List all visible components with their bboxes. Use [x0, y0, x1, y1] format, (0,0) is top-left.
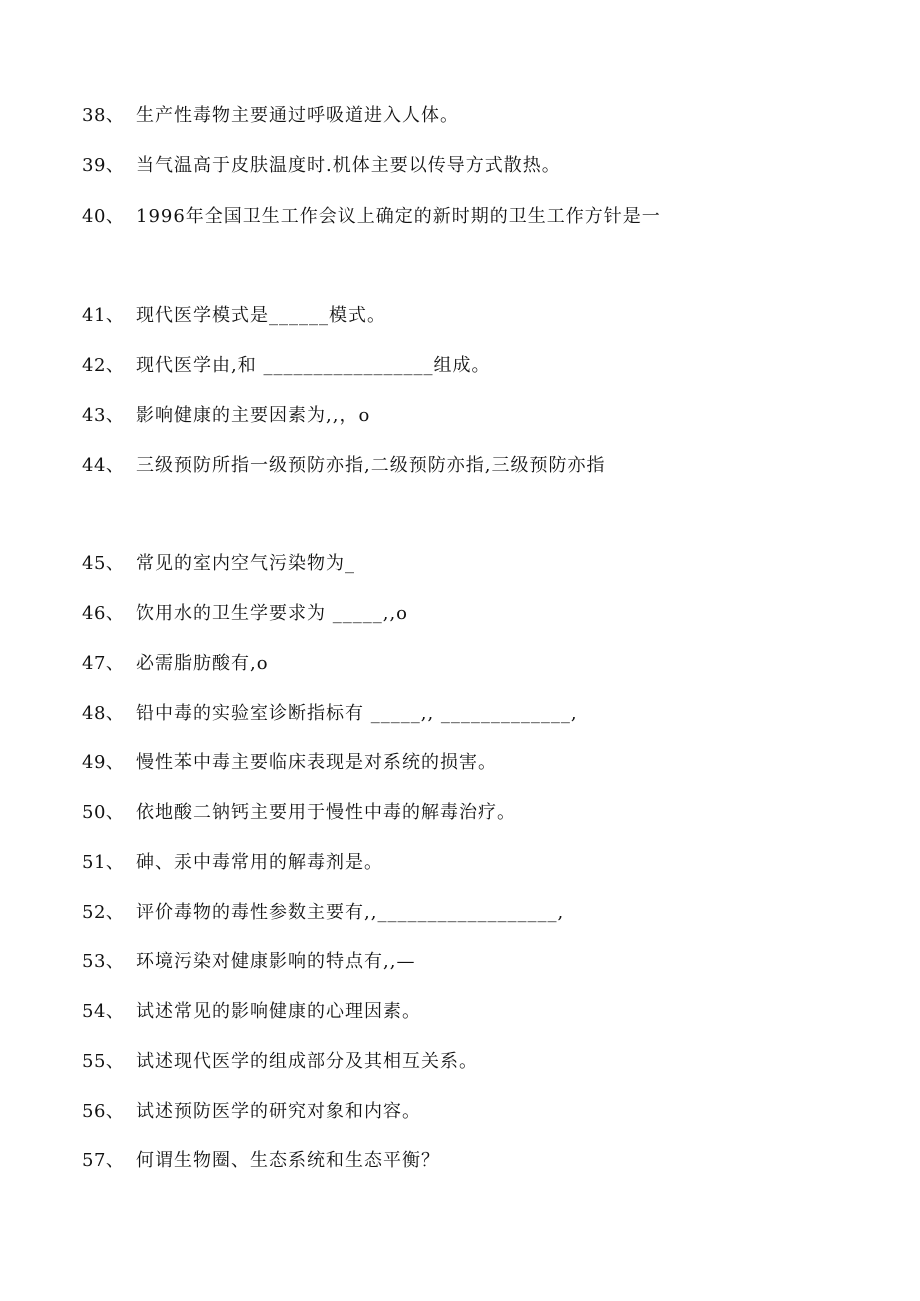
question-47: [0, 647, 920, 681]
question-49: [0, 746, 920, 780]
question-number: 44、: [82, 455, 125, 476]
question-55: [0, 1045, 920, 1079]
question-text: 现代医学由,和 _________________组成。: [136, 355, 491, 376]
question-number: 55、: [82, 1051, 125, 1072]
question-number: 48、: [82, 703, 125, 724]
question-44: [0, 449, 920, 483]
question-56: [0, 1095, 920, 1129]
question-41: [0, 299, 920, 333]
question-text: 试述预防医学的研究对象和内容。: [136, 1101, 421, 1122]
question-number: 46、: [82, 603, 125, 624]
question-46: [0, 597, 920, 631]
question-48: [0, 697, 920, 731]
question-number: 40、: [82, 206, 125, 227]
question-42: [0, 349, 920, 383]
question-number: 41、: [82, 305, 125, 326]
question-number: 43、: [82, 405, 125, 426]
question-text: 饮用水的卫生学要求为 _____,,o: [136, 603, 409, 624]
question-43: [0, 399, 920, 433]
question-text: 何谓生物圈、生态系统和生态平衡？: [136, 1150, 440, 1171]
question-number: 51、: [82, 852, 125, 873]
question-number: 39、: [82, 155, 125, 176]
question-text: 环境污染对健康影响的特点有,,—: [136, 951, 416, 972]
question-number: 53、: [82, 951, 125, 972]
question-52: [0, 896, 920, 930]
question-text: 现代医学模式是______模式。: [136, 305, 386, 326]
question-text: 1996年全国卫生工作会议上确定的新时期的卫生工作方针是一: [136, 206, 661, 227]
question-51: [0, 846, 920, 880]
question-text: 评价毒物的毒性参数主要有,,__________________,: [136, 902, 565, 923]
question-number: 57、: [82, 1150, 125, 1171]
question-57: [0, 1144, 920, 1178]
question-number: 42、: [82, 355, 125, 376]
question-text: 依地酸二钠钙主要用于慢性中毒的解毒治疗。: [136, 802, 516, 823]
question-text: 影响健康的主要因素为,,，o: [136, 405, 371, 426]
question-number: 49、: [82, 752, 125, 773]
question-39: [0, 149, 920, 183]
question-text: 铅中毒的实验室诊断指标有 _____,, _____________,: [136, 703, 578, 724]
question-text: 三级预防所指一级预防亦指,二级预防亦指,三级预防亦指: [136, 455, 606, 476]
question-number: 47、: [82, 653, 125, 674]
question-text: 常见的室内空气污染物为_: [136, 553, 355, 574]
question-text: 必需脂肪酸有,o: [136, 653, 269, 674]
question-number: 52、: [82, 902, 125, 923]
question-text: 试述现代医学的组成部分及其相互关系。: [136, 1051, 478, 1072]
question-text: 试述常见的影响健康的心理因素。: [136, 1001, 421, 1022]
question-45: [0, 547, 920, 581]
question-50: [0, 796, 920, 830]
question-text: 砷、汞中毒常用的解毒剂是。: [136, 852, 383, 873]
question-number: 50、: [82, 802, 125, 823]
question-38: [0, 99, 920, 133]
question-text: 慢性苯中毒主要临床表现是对系统的损害。: [136, 752, 497, 773]
question-number: 38、: [82, 105, 125, 126]
question-number: 45、: [82, 553, 125, 574]
question-number: 54、: [82, 1001, 125, 1022]
question-text: 当气温高于皮肤温度时.机体主要以传导方式散热。: [136, 155, 561, 176]
question-53: [0, 945, 920, 979]
question-number: 56、: [82, 1101, 125, 1122]
question-54: [0, 995, 920, 1029]
question-text: 生产性毒物主要通过呼吸道进入人体。: [136, 105, 459, 126]
question-40: [0, 200, 920, 234]
